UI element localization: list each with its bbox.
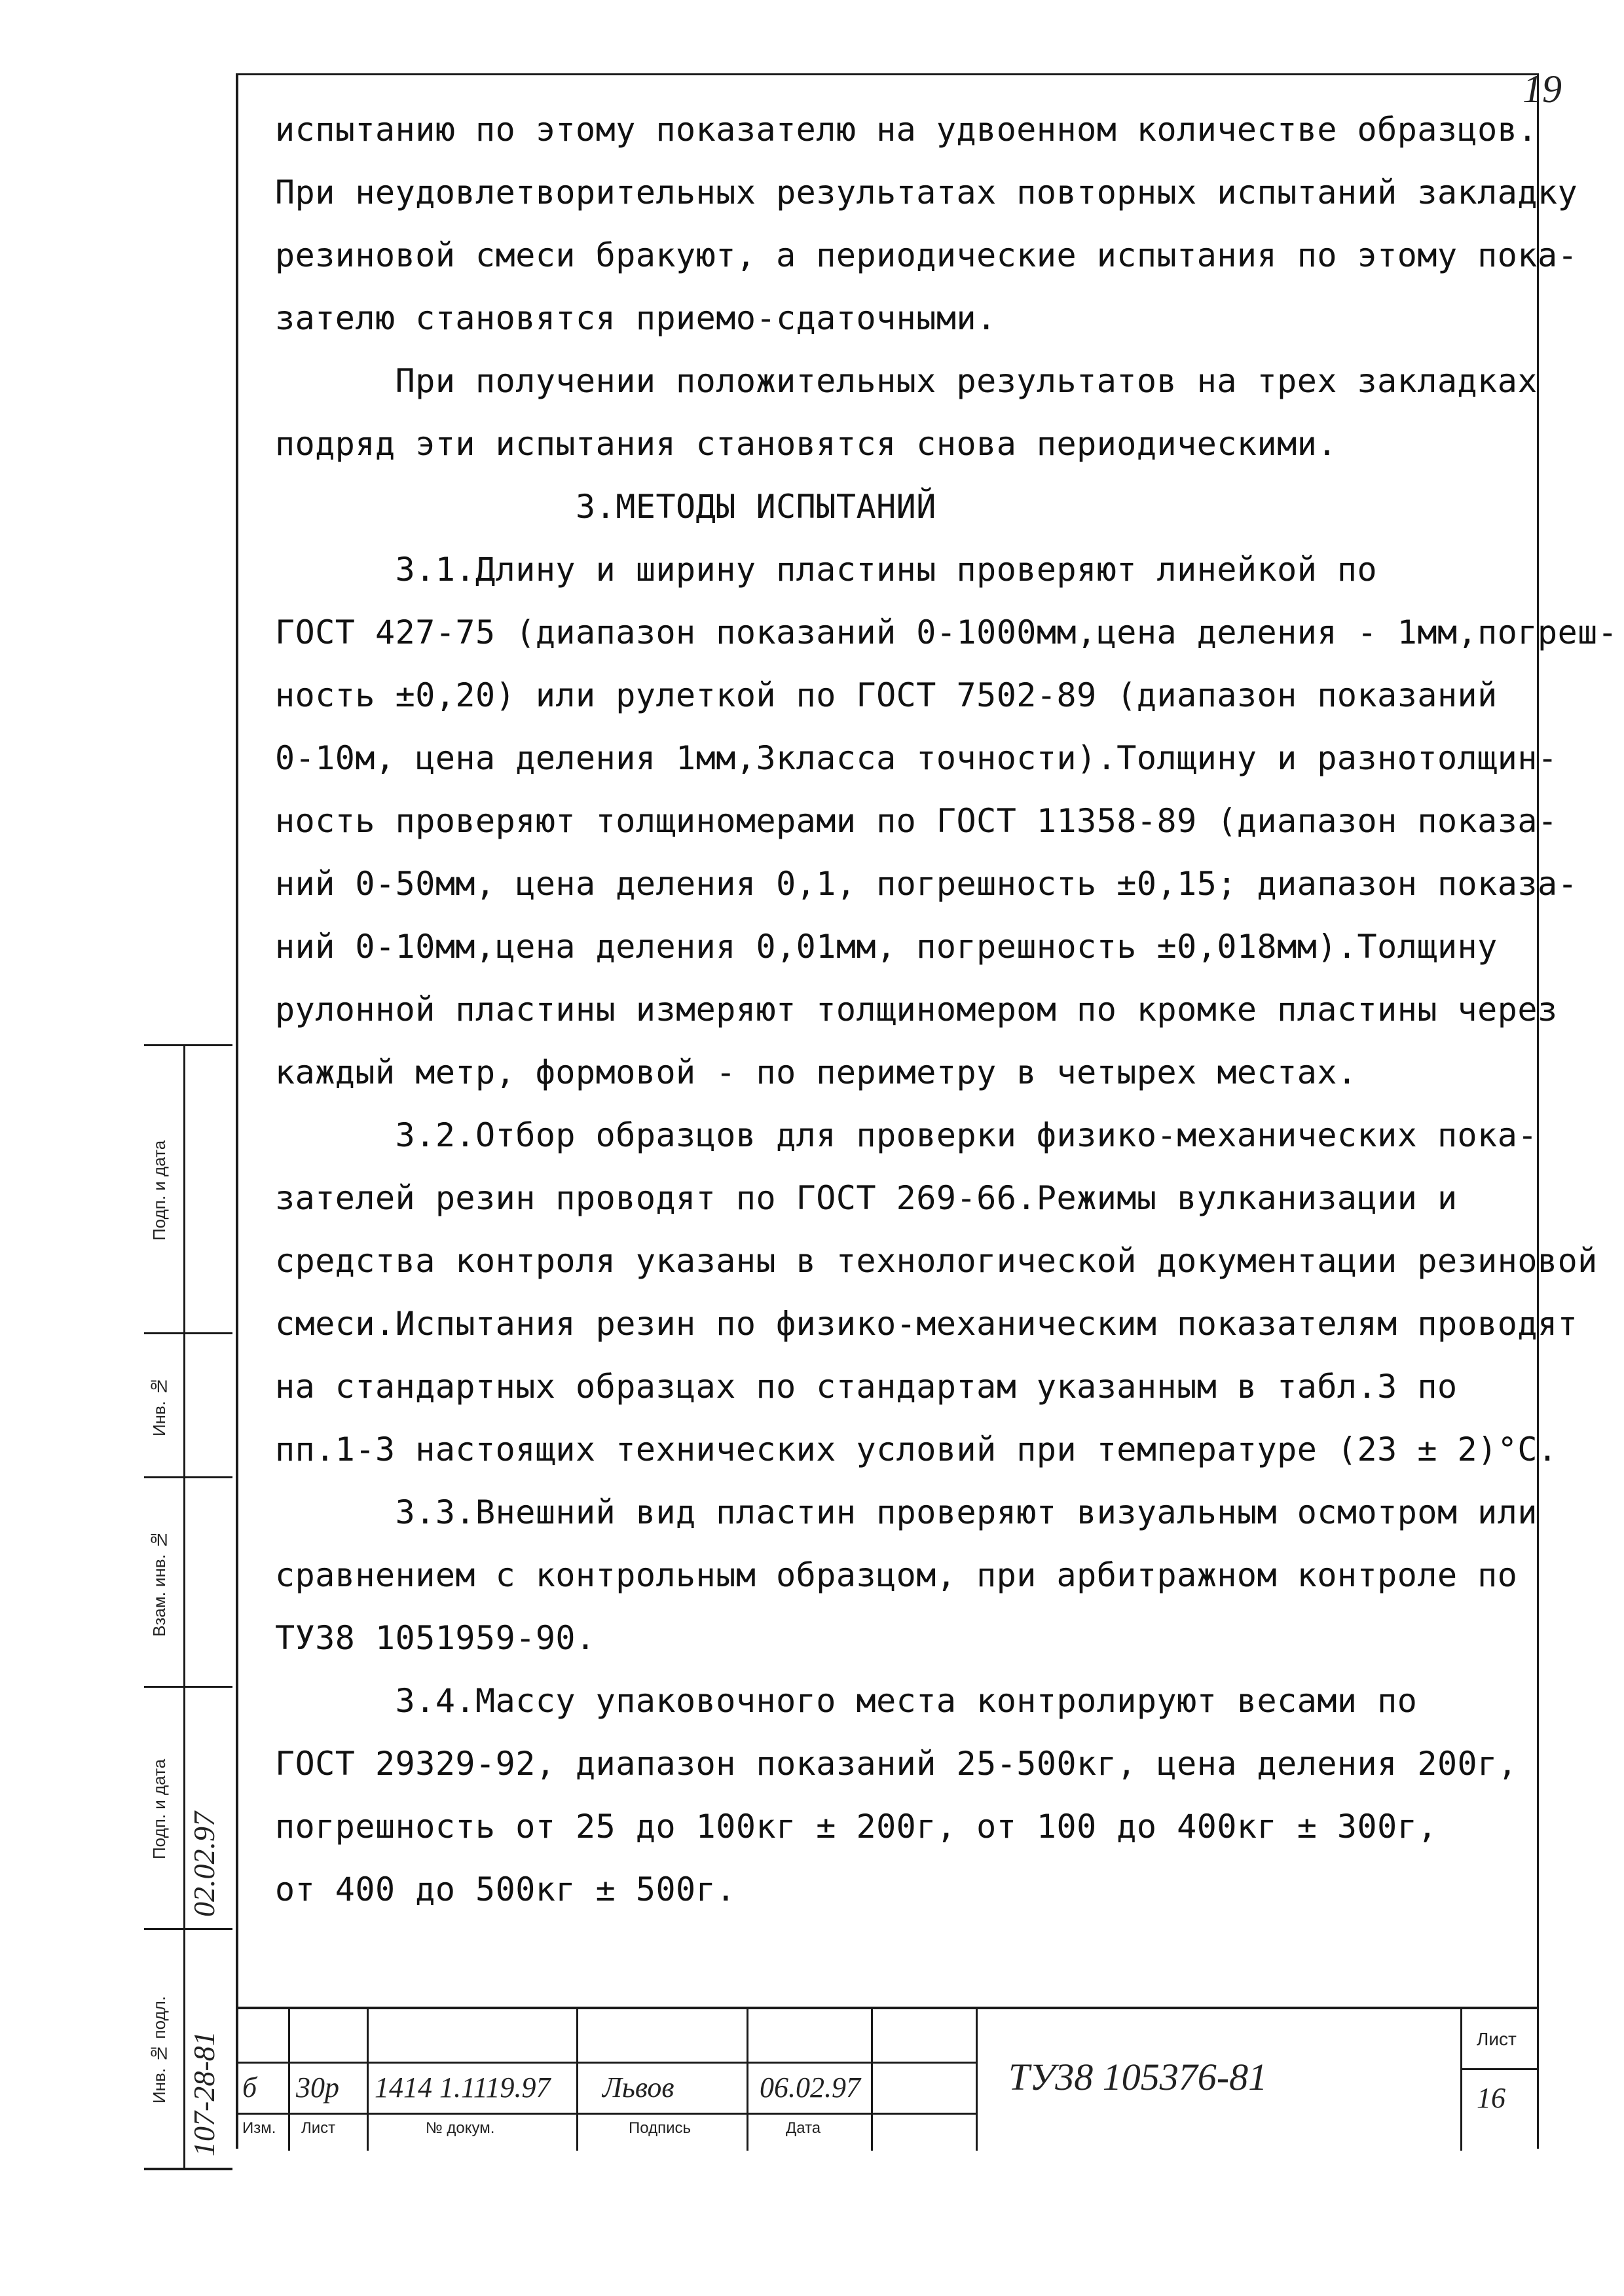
revision-number: б bbox=[242, 2071, 257, 2104]
title-block-divider bbox=[747, 2009, 748, 2151]
text-line: пп.1-3 настоящих технических условий при температуре (23 ± 2)°С. bbox=[275, 1430, 1558, 1468]
caption-list: Лист bbox=[301, 2119, 336, 2137]
margin-value: 02.02.97 bbox=[187, 1812, 221, 1917]
text-line: 3.4.Массу упаковочного места контролируют весами по bbox=[275, 1682, 1418, 1720]
title-block-divider bbox=[976, 2009, 978, 2151]
text-line: испытанию по этому показателю на удвоенном количестве образцов. bbox=[275, 111, 1538, 149]
sheet-number: 19 bbox=[1522, 67, 1562, 111]
margin-label: Инв. № подл. bbox=[149, 1995, 169, 2104]
text-line: на стандартных образцах по стандартам указанным в табл.3 по bbox=[275, 1368, 1458, 1406]
text-line: ность проверяют толщиномерами по ГОСТ 11358-89 (диапазон показа- bbox=[275, 802, 1558, 840]
title-block bbox=[236, 2007, 1539, 2151]
margin-stamp bbox=[144, 1044, 232, 2170]
text-line: каждый метр, формовой - по периметру в четырех местах. bbox=[275, 1053, 1357, 1091]
text-line: ГОСТ 427-75 (диапазон показаний 0-1000мм,цена деления - 1мм,погреш- bbox=[275, 613, 1618, 651]
margin-row-replaced-inv bbox=[144, 1478, 232, 1688]
title-block-rule bbox=[236, 2113, 976, 2115]
margin-label: Подп. и дата bbox=[149, 1758, 169, 1859]
margin-row-original-inv bbox=[144, 1930, 232, 2170]
sheet-label: Лист bbox=[1477, 2029, 1517, 2049]
title-block-divider bbox=[288, 2009, 290, 2151]
text-line: 3.2.Отбор образцов для проверки физико-механических пока- bbox=[275, 1116, 1538, 1154]
sheet-value: 16 bbox=[1477, 2082, 1505, 2114]
margin-label: Инв. № bbox=[149, 1376, 169, 1436]
document-number: 1414 1.1119.97 bbox=[375, 2071, 551, 2104]
text-line: погрешность от 25 до 100кг ± 200г, от 100 до 400кг ± 300г, bbox=[275, 1808, 1437, 1846]
text-line: При неудовлетворительных результатах повторных испытаний закладку bbox=[275, 173, 1578, 211]
document-code: ТУ38 105376-81 bbox=[1008, 2056, 1268, 2098]
margin-row-sign-date-2 bbox=[144, 1688, 232, 1930]
margin-value bbox=[187, 1491, 229, 1675]
text-line: рулонной пластины измеряют толщиномером по кромке пластины через bbox=[275, 991, 1558, 1029]
text-line: зателей резин проводят по ГОСТ 269-66.Режимы вулканизации и bbox=[275, 1179, 1458, 1217]
text-line: 0-10м, цена деления 1мм,3класса точности).Толщину и разнотолщин- bbox=[275, 739, 1558, 777]
signature: Львов bbox=[602, 2071, 674, 2104]
margin-value bbox=[187, 1059, 229, 1321]
margin-value bbox=[187, 1347, 229, 1465]
text-line: ний 0-10мм,цена деления 0,01мм, погрешность ±0,018мм).Толщину bbox=[275, 928, 1498, 966]
text-line: зателю становятся приемо-сдаточными. bbox=[275, 299, 997, 337]
margin-row-sign-date bbox=[144, 1046, 232, 1334]
text-line: смеси.Испытания резин по физико-механическим показателям проводят bbox=[275, 1305, 1578, 1343]
margin-label: Подп. и дата bbox=[149, 1140, 169, 1241]
caption-doc: № докум. bbox=[426, 2119, 495, 2137]
margin-label: Взам. инв. № bbox=[149, 1529, 169, 1637]
caption-izm: Изм. bbox=[242, 2119, 276, 2137]
title-block-divider bbox=[367, 2009, 369, 2151]
text-line: средства контроля указаны в технологической документации резиновой bbox=[275, 1242, 1598, 1280]
title-block-divider bbox=[576, 2009, 578, 2151]
title-block-rule bbox=[1460, 2068, 1539, 2070]
title-block-divider bbox=[1460, 2009, 1462, 2151]
section-heading: 3.МЕТОДЫ ИСПЫТАНИЙ bbox=[275, 488, 936, 526]
revision-sheet: 30р bbox=[296, 2071, 339, 2104]
text-line: подряд эти испытания становятся снова периодическими. bbox=[275, 425, 1337, 463]
margin-row-inv-dup bbox=[144, 1334, 232, 1478]
document-body bbox=[275, 98, 1618, 1921]
text-line: ность ±0,20) или рулеткой по ГОСТ 7502-89 (диапазон показаний bbox=[275, 676, 1498, 714]
text-line: 3.1.Длину и ширину пластины проверяют линейкой по bbox=[275, 551, 1378, 589]
caption-sign: Подпись bbox=[629, 2119, 691, 2137]
text-line: от 400 до 500кг ± 500г. bbox=[275, 1870, 736, 1908]
title-block-divider bbox=[871, 2009, 873, 2151]
text-line: сравнением с контрольным образцом, при арбитражном контроле по bbox=[275, 1556, 1518, 1594]
text-line: ний 0-50мм, цена деления 0,1, погрешность ±0,15; диапазон показа- bbox=[275, 865, 1578, 903]
caption-date: Дата bbox=[786, 2119, 821, 2137]
margin-value: 107-28-81 bbox=[187, 2031, 221, 2157]
text-line: 3.3.Внешний вид пластин проверяют визуальным осмотром или bbox=[275, 1493, 1538, 1531]
text-line: При получении положительных результатов на трех закладках bbox=[275, 362, 1538, 400]
text-line: ГОСТ 29329-92, диапазон показаний 25-500кг, цена деления 200г, bbox=[275, 1745, 1518, 1783]
title-block-rule bbox=[236, 2062, 976, 2064]
text-line: ТУ38 1051959-90. bbox=[275, 1619, 596, 1657]
signature-date: 06.02.97 bbox=[760, 2071, 860, 2104]
text-line: резиновой смеси бракуют, а периодические испытания по этому пока- bbox=[275, 236, 1578, 274]
